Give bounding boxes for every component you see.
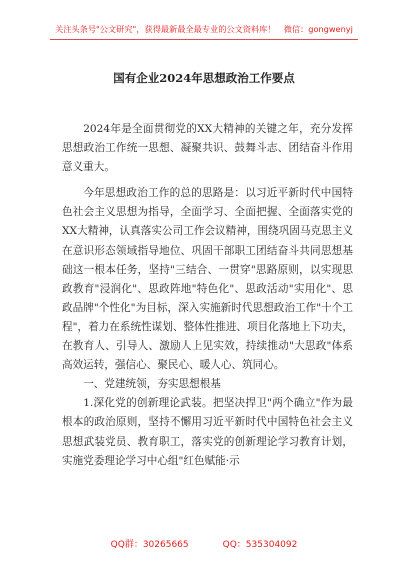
document-title: 国有企业2024年思想政治工作要点: [113, 71, 295, 85]
header-divider: [50, 39, 358, 40]
paragraph-intro: 2024年是全面贯彻党的XX大精神的关键之年，充分发挥思想政治工作统一思想、凝聚共识、鼓舞斗志、团结奋斗作用意义重大。: [62, 123, 353, 174]
paragraph-overall-approach: 今年思想政治工作的总的思路是：以习近平新时代中国特色社会主义思想为指导，全面学习、全面把握、全面落实党的XX大精神，认真落实公司工作会议精神，围绕巩固马克思主义在意识形态领域指导地位、巩固干部职工团结奋斗共同思想基础这一根本任务，坚持"三结合、一贯穿"思路原则，以实现思政教育"浸润化"、思政阵地"特色化"、思政活动"实用化"、思政品牌"个性化"为目标，深入实施新时代思想政治工作"十个工程"，着力在系统性谋划、整体性推进、项目化落地上下功夫，在教育人、引导人、激励人上见实效，持续推动"大思政"体系高效运转，强信心、聚民心、暖人心、筑同心。: [62, 187, 353, 372]
footer-qq: QQ：535304092: [222, 540, 298, 550]
footer-qq-group: QQ群：30265665: [110, 540, 189, 550]
footer-contact: [0, 537, 408, 550]
section-heading-1: 一、党建统领，夯实思想根基: [83, 378, 221, 391]
paragraph-item-1: 1.深化党的创新理论武装。把坚决捍卫"两个确立"作为最根本的政治原则，坚持不懈用习近平新时代中国特色社会主义思想武装党员、教育职工，落实党的创新理论学习教育计划，实施党委理论学习中心组"红色赋能·示: [62, 397, 353, 467]
document-body: [62, 120, 353, 471]
header-banner: 关注头条号"公文研究"，获得最新最全最专业的公文资料库！ 微信：gongwenyj: [55, 24, 353, 34]
